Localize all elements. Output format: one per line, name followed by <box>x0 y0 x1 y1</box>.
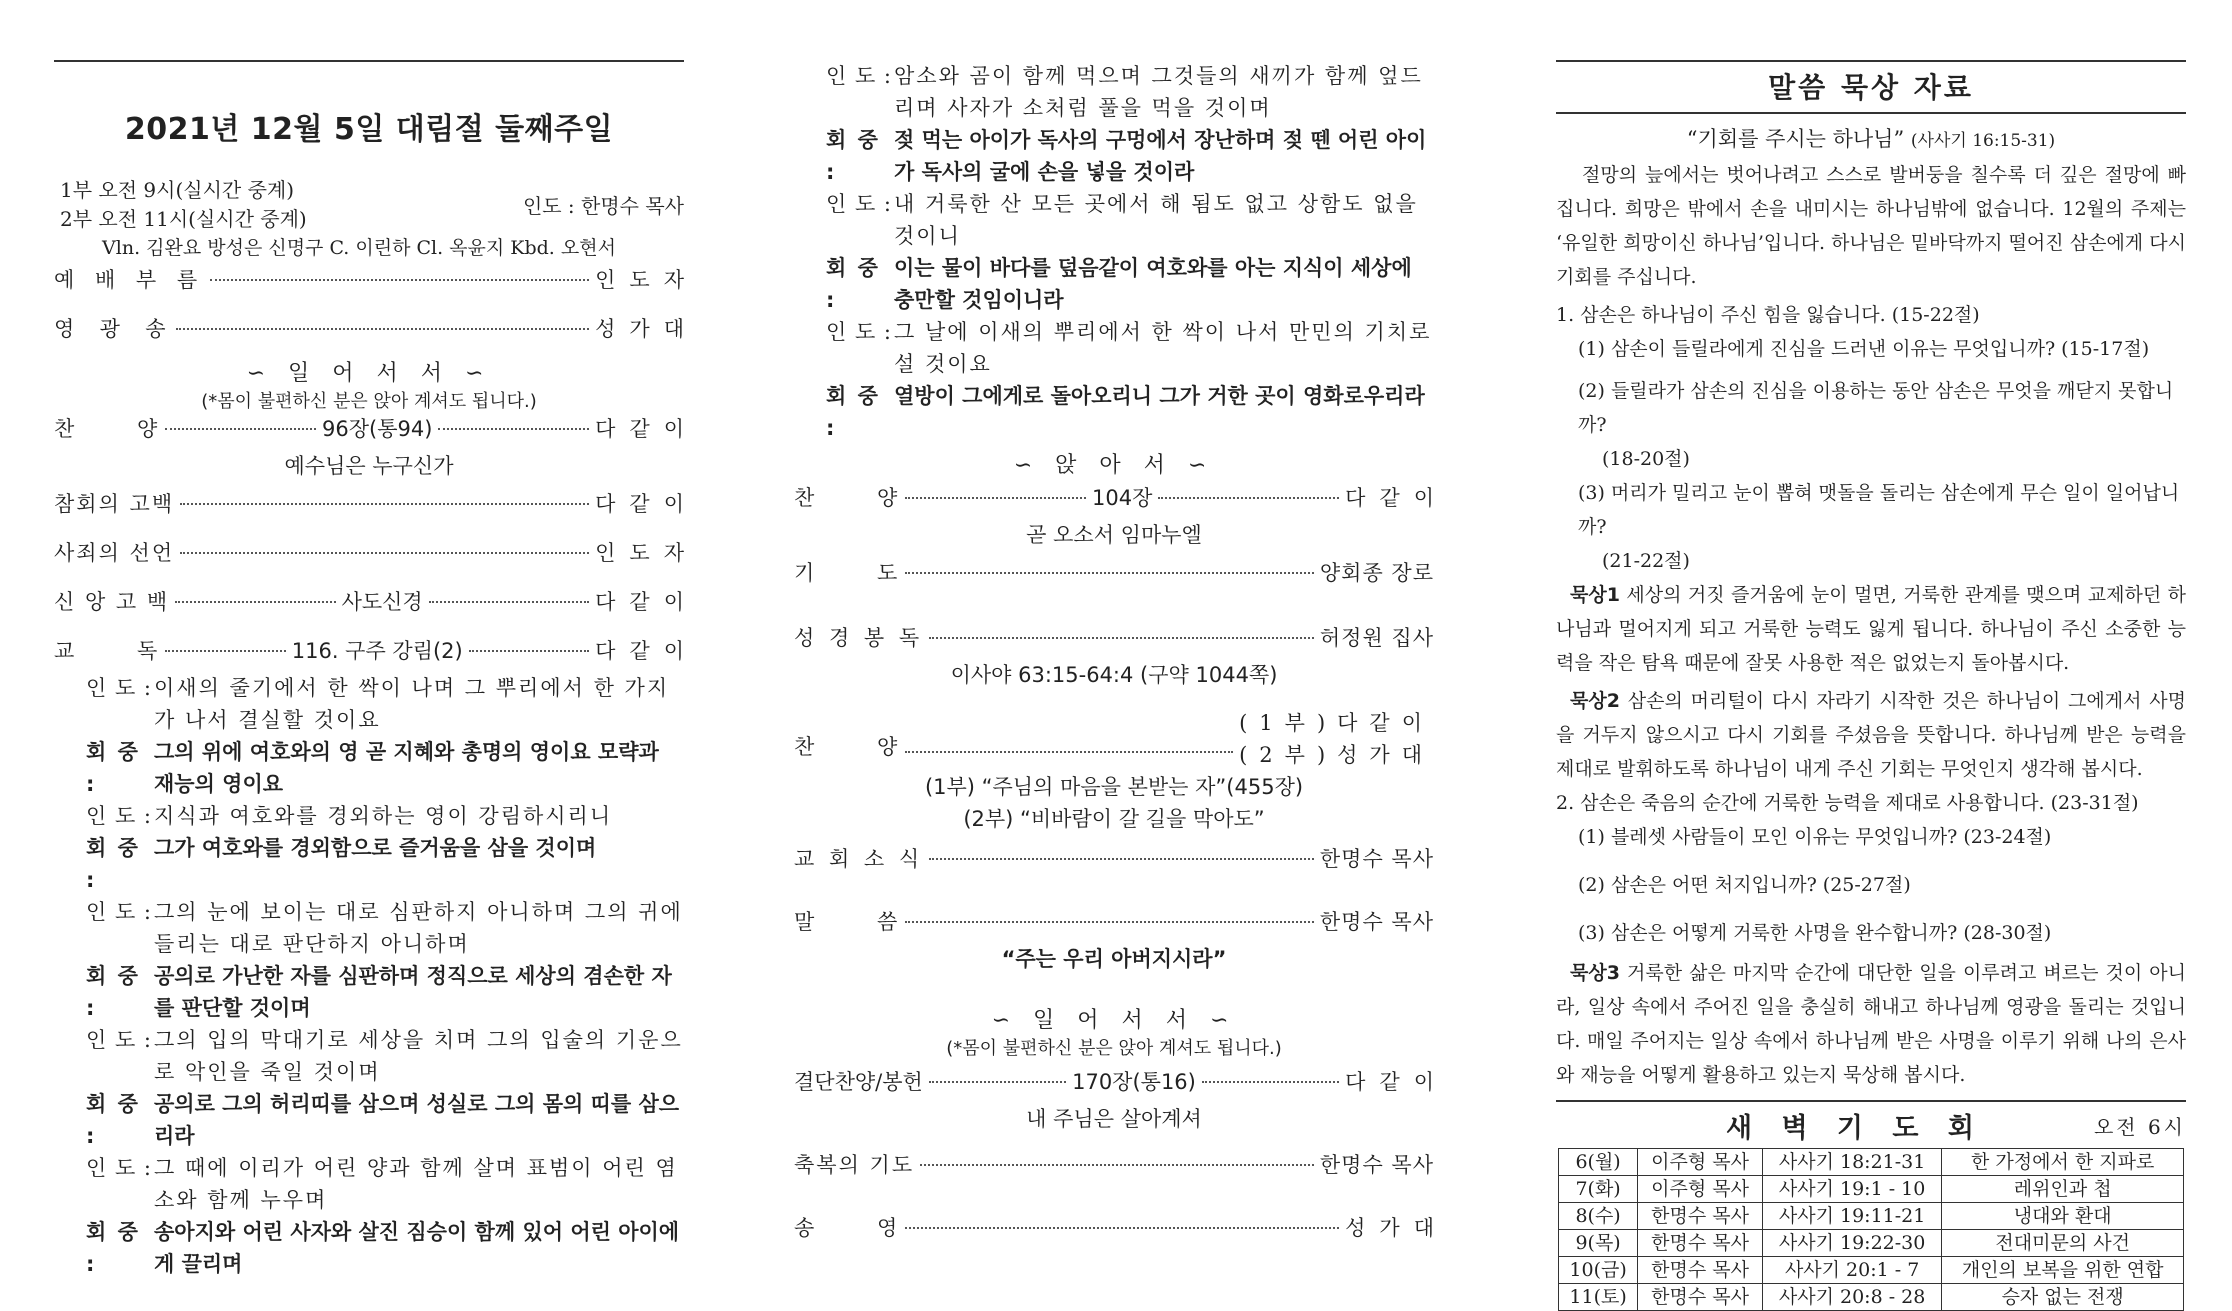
stand-instruction: ∽ 일 어 서 서 ∽ <box>246 361 492 386</box>
order-of-worship-column <box>54 60 699 1276</box>
service-times <box>54 176 684 234</box>
prayer-row: 기 도 양회종 장로 <box>794 561 1434 585</box>
meditation-1: 묵상1 세상의 거짓 즐거움에 눈이 멀면, 거룩한 관계를 맺으며 교제하던 하나님과 멀어지게 되고 거룩한 능력도 잃게 됩니다. 하나님이 주신 소중한 능력을 작은 탐욕 때문에 잘못 사용한 적은 없었는지 돌아봅시다. <box>1556 584 2186 674</box>
reading-line: 회 중 : 공의로 그의 허리띠를 삼으며 성실로 그의 몸의 띠를 삼으리라 <box>86 1092 680 1148</box>
service-leader: 인도 : 한명수 목사 <box>522 194 684 218</box>
meditation-3: 묵상3 거룩한 삶은 마지막 순간에 대단한 일을 이루려고 벼르는 것이 아니라, 일상 속에서 주어진 일을 충실히 해내고 하나님께 영광을 돌리는 것입니다. 매일 주어지는 일상 속에서 하나님께 받은 사명을 이루기 위해 나의 은사와 재능을 어떻게 활용하고 있는지 묵상해 봅시다. <box>1556 962 2186 1086</box>
dawn-prayer-header <box>1556 1100 2186 1148</box>
intro-paragraph: 절망의 늪에서는 벗어나려고 스스로 발버둥을 칠수록 더 깊은 절망에 빠집니다. 희망은 밖에서 손을 내미시는 하나님밖에 없습니다. 12월의 주제는 ‘유일한 희망이신 하나님’입니다. 하나님은 밑바닥까지 떨어진 삼손에게 다시 기회를 주십니다. <box>1556 164 2186 288</box>
service-2-time: 2부 오전 11시(실시간 중계) <box>60 207 307 231</box>
announcements-row: 교 회 소 식 한명수 목사 <box>794 847 1434 871</box>
dawn-prayer-table <box>1558 1148 2184 1311</box>
sermon-row: 말 씀 한명수 목사 <box>794 910 1434 934</box>
responsive-reading-row: 교 독 116. 구주 강림(2) 다같이 <box>54 639 699 663</box>
service-1-time: 1부 오전 9시(실시간 중계) <box>60 178 295 202</box>
reading-line: 회 중 : 젖 먹는 아이가 독사의 구멍에서 장난하며 젖 뗀 어린 아이가 독사의 굴에 손을 넣을 것이라 <box>826 128 1427 184</box>
table-row: 6(월) 이주형 목사 사사기 18:21-31 한 가정에서 한 지파로 <box>1559 1149 2184 1176</box>
meditation-2: 묵상2 삼손의 머리털이 다시 자라기 시작한 것은 하나님이 그에게서 사명을 거두지 않으시고 다시 기회를 주셨음을 뜻합니다. 하나님께 받은 능력을 제대로 발휘하도록 하나님이 내게 주신 기회는 무엇인지 생각해 봅시다. <box>1556 690 2186 780</box>
reading-line: 회 중 : 열방이 그에게로 돌아오리니 그가 거한 곳이 영화로우리라 <box>826 384 1425 440</box>
gloria-row: 영 광 송 성가대 <box>54 317 698 341</box>
anthem-row: 찬 양 (1부)다같이 (2부)성가대 <box>794 711 1434 767</box>
table-row: 11(토) 한명수 목사 사사기 20:8 - 28 승자 없는 전쟁 <box>1559 1284 2184 1311</box>
question-1-2: (2) 들릴라가 삼손의 진심을 이용하는 동안 삼손은 무엇을 깨닫지 못합니까? <box>1578 380 2174 436</box>
creed-row: 신 앙 고 백 사도신경 다같이 <box>54 590 698 614</box>
question-2-1: (1) 블레셋 사람들이 모인 이유는 무엇입니까? (23-24절) <box>1578 826 2052 848</box>
question-1-3: (3) 머리가 밀리고 눈이 뽑혀 맷돌을 돌리는 삼손에게 무슨 일이 일어납니까? <box>1578 482 2180 538</box>
question-1-2-ref: (18-20절) <box>1602 448 1690 470</box>
bulletin-title: 2021년 12월 5일 대림절 둘째주일 <box>124 112 614 147</box>
table-row: 8(수) 한명수 목사 사사기 19:11-21 냉대와 환대 <box>1559 1203 2184 1230</box>
scripture-reference: 이사야 63:15-64:4 (구약 1044쪽) <box>950 663 1278 687</box>
anthem-titles: (1부) “주님의 마음을 본받는 자”(455장) (2부) “비바람이 갈 길을 막아도” <box>924 775 1304 831</box>
responsive-reading-c2 <box>794 60 1434 444</box>
reading-line: 회 중 : 그가 여호와를 경외함으로 즐거움을 삼을 것이며 <box>86 836 597 892</box>
benediction-row: 축복의 기도 한명수 목사 <box>794 1153 1434 1177</box>
table-row: 7(화) 이주형 목사 사사기 19:1 - 10 레위인과 첩 <box>1559 1176 2184 1203</box>
question-2-2: (2) 삼손은 어떤 처지입니까? (25-27절) <box>1578 874 1911 896</box>
stand-instruction: ∽ 일 어 서 서 ∽ <box>991 1008 1237 1033</box>
reading-line: 인 도 : 그 날에 이새의 뿌리에서 한 싹이 나서 만민의 기치로 설 것이요 <box>826 320 1432 376</box>
question-2-3: (3) 삼손은 어떻게 거룩한 사명을 완수합니까? (28-30절) <box>1578 922 2052 944</box>
dawn-prayer-time: 오전 6시 <box>2093 1114 2186 1139</box>
point-1: 1. 삼손은 하나님이 주신 힘을 잃습니다. (15-22절) <box>1556 304 1980 326</box>
hymn-row: 찬 양 96장(통94) 다같이 <box>54 417 699 441</box>
scripture-row: 성 경 봉 독 허정원 집사 <box>794 626 1434 650</box>
stand-note: (*몸이 불편하신 분은 앉아 계셔도 됩니다.) <box>946 1038 1282 1059</box>
responsive-reading-c1 <box>54 672 684 1280</box>
reading-line: 인 도 : 그의 눈에 보이는 대로 심판하지 아니하며 그의 귀에 들리는 대로 판단하지 아니하며 <box>86 900 683 956</box>
reading-line: 회 중 : 송아지와 어린 사자와 살진 짐승이 함께 있어 어린 아이에게 끌리며 <box>86 1220 680 1276</box>
call-to-worship-row: 예 배 부 름 인도자 <box>54 268 698 292</box>
hymn-row: 찬 양 104장 다같이 <box>794 486 1449 510</box>
point-2: 2. 삼손은 죽음의 순간에 거룩한 능력을 제대로 사용합니다. (23-31절) <box>1556 792 2139 814</box>
offering-hymn-row: 결단찬양/봉헌 170장(통16) 다같이 <box>794 1070 1449 1094</box>
stand-note: (*몸이 불편하신 분은 앉아 계셔도 됩니다.) <box>201 391 537 412</box>
meditation-column <box>1556 60 2186 1308</box>
reading-line: 회 중 : 공의로 가난한 자를 심판하며 정직으로 세상의 겸손한 자를 판단할 것이며 <box>86 964 672 1020</box>
dawn-prayer-title: 새 벽 기 도 회 <box>1725 1112 1984 1144</box>
reading-line: 인 도 : 그 때에 이리가 어린 양과 함께 살며 표범이 어린 염소와 함께 누우며 <box>86 1156 678 1212</box>
reading-line: 인 도 : 내 거룩한 산 모든 곳에서 해 됨도 없고 상함도 없을 것이니 <box>826 192 1418 248</box>
meditation-title: 말씀 묵상 자료 <box>1556 60 2186 114</box>
reading-line: 인 도 : 이새의 줄기에서 한 싹이 나며 그 뿌리에서 한 가지가 나서 결실할 것이요 <box>86 676 670 732</box>
sermon-heading: “기회를 주시는 하나님” (사사기 16:15-31) <box>1686 127 2056 151</box>
order-of-worship-continued <box>794 60 1449 1240</box>
sit-instruction: ∽ 앉 아 서 ∽ <box>1013 453 1215 478</box>
table-row: 10(금) 한명수 목사 사사기 20:1 - 7 개인의 보복을 위한 연합 <box>1559 1257 2184 1284</box>
reading-line: 회 중 : 그의 위에 여호와의 영 곧 지혜와 총명의 영이요 모략과 재능의 영이요 <box>86 740 659 796</box>
reading-line: 인 도 : 그의 입의 막대기로 세상을 치며 그의 입술의 기운으로 악인을 죽일 것이며 <box>86 1028 683 1084</box>
question-1-1: (1) 삼손이 들릴라에게 진심을 드러낸 이유는 무엇입니까? (15-17절) <box>1578 338 2150 360</box>
hymn-title: 곧 오소서 임마누엘 <box>1026 523 1202 547</box>
reading-line: 회 중 : 이는 물이 바다를 덮음같이 여호와를 아는 지식이 세상에 충만할 것임이니라 <box>826 256 1412 312</box>
sermon-title: “주는 우리 아버지시라” <box>1001 947 1227 971</box>
doxology-row: 송 영 성가대 <box>794 1216 1448 1240</box>
table-row: 9(목) 한명수 목사 사사기 19:22-30 전대미문의 사건 <box>1559 1230 2184 1257</box>
reading-line: 인 도 : 지식과 여호와를 경외하는 영이 강림하시리니 <box>86 804 613 828</box>
musicians: Vln. 김완요 방성은 신명구 C. 이린하 Cl. 옥윤지 Kbd. 오현서 <box>102 237 616 259</box>
offering-hymn-title: 내 주님은 살아계셔 <box>1026 1107 1202 1131</box>
reading-line: 인 도 : 암소와 곰이 함께 먹으며 그것들의 새끼가 함께 엎드리며 사자가 소처럼 풀을 먹을 것이며 <box>826 64 1423 120</box>
hymn-title: 예수님은 누구신가 <box>284 454 454 478</box>
absolution-row: 사죄의 선언 인도자 <box>54 541 698 565</box>
question-1-3-ref: (21-22절) <box>1602 550 1690 572</box>
confession-row: 참회의 고백 다같이 <box>54 492 698 516</box>
